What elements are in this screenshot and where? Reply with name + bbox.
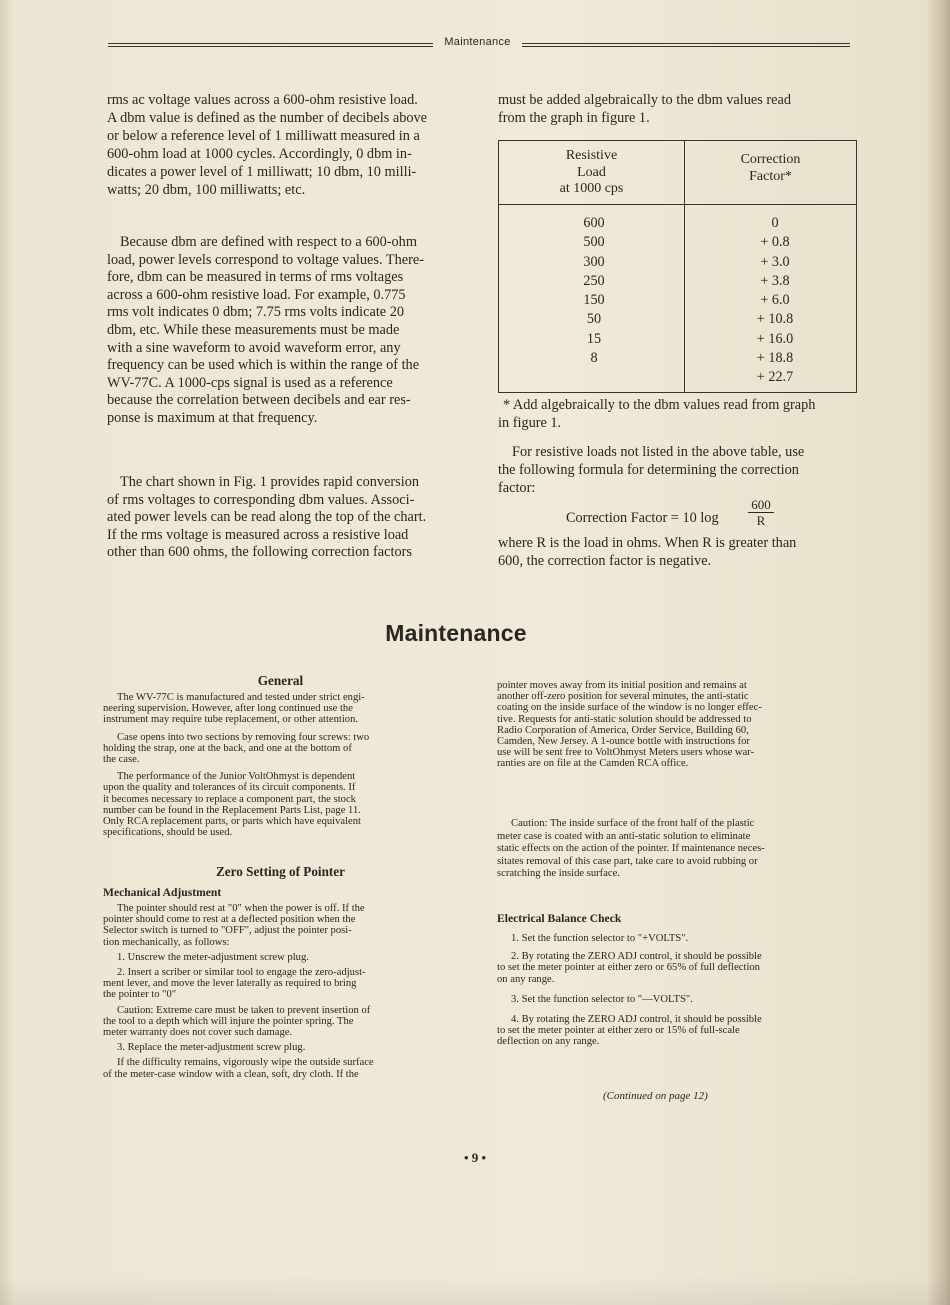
text-line: the pointer to "0" [103, 989, 177, 1001]
header-line: Resistive [565, 148, 618, 163]
text-line: tive. Requests for anti-static solution should be addressed to [497, 713, 752, 725]
text-line: 1. Set the function selector to "+VOLTS". [511, 933, 689, 944]
text-line: meter warranty does not cover such damage. [103, 1027, 293, 1039]
table-cell: + 16.0 [756, 330, 794, 347]
text-line: rms ac voltage values across a 600-ohm resistive load. [107, 92, 418, 108]
text-line: 3. Set the function selector to "—VOLTS". [511, 993, 693, 1005]
text-line: on any range. [497, 973, 555, 985]
text-line: * Add algebraically to the dbm values read from graph [503, 397, 816, 413]
text-line: of the meter-case window with a clean, soft, dry cloth. If the [103, 1068, 359, 1080]
correction-factor-table [498, 140, 857, 393]
text-line: ment lever, and move the lever laterally as required to bring [103, 978, 357, 990]
header-rule-right [522, 43, 850, 47]
text-line: A dbm value is defined as the number of decibels above [107, 110, 427, 127]
text-line: it becomes necessary to replace a component part, the stock [103, 793, 356, 805]
text-line: use will be sent free to VoltOhmyst Meters users whose war- [497, 747, 755, 759]
text-line: The chart shown in Fig. 1 provides rapid conversion [120, 474, 419, 490]
text-line: 2. By rotating the ZERO ADJ control, it should be possible [511, 951, 762, 963]
text-line: load, power levels correspond to voltage values. There- [107, 251, 424, 268]
table-cell: 250 [583, 272, 605, 289]
text-line: meter case is coated with an anti-static solution to eliminate [497, 830, 751, 842]
caution-text [497, 818, 851, 881]
text-line: deflection on any range. [497, 1036, 600, 1048]
table-cell: + 10.8 [756, 311, 794, 328]
table-cell: 50 [586, 311, 602, 328]
text-line: 4. By rotating the ZERO ADJ control, it should be possible [511, 1014, 762, 1026]
correction-intro-paragraph [498, 91, 852, 127]
header-line: Factor* [749, 168, 792, 184]
table-cell: 150 [583, 292, 605, 309]
text-line: rms volt indicates 0 dbm; 7.75 rms volts indicate 20 [107, 304, 405, 321]
electrical-balance-heading: Electrical Balance Check [497, 912, 622, 925]
text-line: sitates removal of this case part, take care to avoid rubbing or [497, 855, 758, 867]
table-header-divider [499, 204, 856, 205]
text-line: 600-ohm load at 1000 cycles. Accordingly, 0 dbm in- [107, 146, 412, 163]
text-line: or below a reference level of 1 milliwatt measured in a [107, 128, 420, 145]
text-line: Caution: The inside surface of the front half of the plastic [511, 818, 755, 829]
table-cell: 8 [590, 350, 598, 367]
table-cell: 500 [583, 234, 605, 251]
table-cell: 15 [586, 330, 602, 347]
table-cell: + 6.0 [760, 292, 790, 309]
text-line: fore, dbm can be measured in terms of rms voltages [107, 269, 404, 286]
table-header-load [499, 148, 684, 198]
text-line: 2. Insert a scriber or similar tool to engage the zero-adjust- [117, 967, 366, 979]
general-heading: General [257, 673, 304, 688]
mechanical-adjustment-heading: Mechanical Adjustment [103, 886, 222, 899]
text-line: from the graph in figure 1. [498, 110, 650, 127]
text-line: The WV-77C is manufactured and tested under strict engi- [117, 692, 365, 703]
running-header: Maintenance [444, 36, 511, 48]
section-title: Maintenance [385, 620, 527, 646]
text-line: Because dbm are defined with respect to a 600-ohm [120, 234, 417, 250]
text-line: 3. Replace the meter-adjustment screw plug. [117, 1042, 306, 1054]
correction-formula: Correction Factor = 10 log [566, 510, 719, 526]
text-line: watts; 20 dbm, 100 milliwatts; etc. [107, 182, 306, 199]
text-line: to set the meter pointer at either zero or 65% of full deflection [497, 962, 760, 974]
formula-numerator: 600 [748, 497, 774, 513]
text-line: 600, the correction factor is negative. [498, 553, 712, 570]
text-line: If the difficulty remains, vigorously wipe the outside surface [117, 1057, 374, 1069]
text-line: neering supervision. However, after long continued use the [103, 703, 353, 715]
header-line: at 1000 cps [559, 181, 624, 196]
text-line: If the rms voltage is measured across a resistive load [107, 526, 409, 543]
text-line: ranties are on file at the Camden RCA office. [497, 758, 689, 770]
text-line: dicates a power level of 1 milliwatt; 10 dbm, 10 milli- [107, 164, 417, 181]
text-line: pointer moves away from its initial position and remains at [497, 680, 747, 691]
text-line: pointer should come to rest at a deflected position when the [103, 914, 356, 926]
text-line: number can be found in the Replacement Parts List, page 11. [103, 804, 361, 816]
chart-paragraph [107, 474, 457, 562]
formula-fraction [748, 497, 774, 528]
text-line: scratching the inside surface. [497, 868, 620, 879]
general-text [103, 692, 458, 838]
text-line: Selector switch is turned to "OFF", adjust the pointer posi- [103, 925, 352, 937]
text-line: of rms voltages to corresponding dbm values. Associ- [107, 491, 415, 508]
text-line: with a sine waveform to avoid waveform error, any [107, 339, 401, 356]
table-cell: + 18.8 [756, 350, 794, 367]
text-line: to set the meter pointer at either zero or 15% of full-scale [497, 1025, 740, 1037]
text-line: 1. Unscrew the meter-adjustment screw plug. [117, 951, 309, 963]
electrical-balance-text [497, 933, 851, 1048]
table-cell: + 0.8 [760, 234, 790, 251]
text-line: must be added algebraically to the dbm values read [498, 92, 791, 108]
text-line: the following formula for determining the correction [498, 462, 799, 479]
formula-explanation-paragraph [498, 534, 852, 570]
text-line: across a 600-ohm resistive load. For example, 0.775 [107, 286, 406, 303]
page-edge [928, 0, 950, 1305]
formula-denominator: R [756, 513, 766, 528]
table-footnote [498, 396, 852, 432]
text-line: holding the strap, one at the back, and one at the bottom of [103, 742, 352, 754]
text-line: The performance of the Junior VoltOhmyst is dependent [117, 771, 356, 783]
text-line: dbm, etc. While these measurements must be made [107, 321, 400, 338]
text-line: factor: [498, 480, 536, 497]
text-line: instrument may require tube replacement, or other attention. [103, 714, 359, 726]
table-cell: + 3.8 [760, 272, 790, 289]
text-line: For resistive loads not listed in the above table, use [512, 444, 805, 460]
page-number: • 9 • [463, 1150, 487, 1165]
header-line: Correction [740, 152, 801, 167]
text-line: Camden, New Jersey. A 1-ounce bottle with instructions for [497, 736, 750, 748]
text-line: another off-zero position for several minutes, the anti-static [497, 691, 749, 703]
text-line: specifications, should be used. [103, 827, 233, 839]
text-line: Only RCA replacement parts, or parts which have equivalent [103, 816, 361, 828]
formula-intro-paragraph [498, 443, 852, 497]
table-cell: + 22.7 [756, 369, 794, 386]
table-cell: + 3.0 [760, 253, 790, 270]
anti-static-text [497, 680, 851, 770]
text-line: Caution: Extreme care must be taken to prevent insertion of [117, 1004, 371, 1016]
mechanical-adjustment-text [103, 903, 458, 1080]
text-line: static effects on the action of the pointer. If maintenance neces- [497, 843, 765, 854]
table-column-loads [499, 214, 689, 368]
table-cell: 600 [583, 215, 605, 231]
text-line: Radio Corporation of America, Order Service, Building 60, [497, 724, 749, 736]
continued-note: (Continued on page 12) [603, 1090, 708, 1102]
table-cell: 0 [771, 215, 779, 231]
table-header-correction [685, 152, 856, 185]
bottom-shade [0, 1275, 950, 1305]
text-line: Case opens into two sections by removing four screws: two [117, 731, 370, 743]
text-line: in figure 1. [498, 415, 562, 432]
text-line: the case. [103, 754, 140, 766]
table-column-factors [685, 214, 865, 388]
text-line: tion mechanically, as follows: [103, 936, 230, 948]
text-line: other than 600 ohms, the following correction factors [107, 544, 412, 561]
text-line: ponse is maximum at that frequency. [107, 409, 318, 426]
header-line: Load [577, 164, 606, 180]
header-rule-left [108, 43, 433, 47]
zero-setting-heading: Zero Setting of Pointer [215, 864, 346, 879]
dbm-definition-paragraph [107, 91, 457, 200]
text-line: where R is the load in ohms. When R is greater than [498, 535, 797, 551]
text-line: the tool to a depth which will injure the pointer spring. The [103, 1015, 354, 1027]
voltage-dbm-paragraph [107, 234, 457, 428]
table-cell: 300 [583, 253, 605, 270]
text-line: because the correlation between decibels and ear res- [107, 392, 411, 409]
text-line: upon the quality and tolerances of its circuit components. If [103, 782, 356, 794]
text-line: frequency can be used which is within the range of the [107, 357, 420, 374]
text-line: The pointer should rest at "0" when the power is off. If the [117, 903, 365, 914]
text-line: ated power levels can be read along the top of the chart. [107, 509, 427, 526]
text-line: coating on the inside surface of the window is no longer effec- [497, 702, 762, 714]
text-line: WV-77C. A 1000-cps signal is used as a reference [107, 374, 393, 391]
